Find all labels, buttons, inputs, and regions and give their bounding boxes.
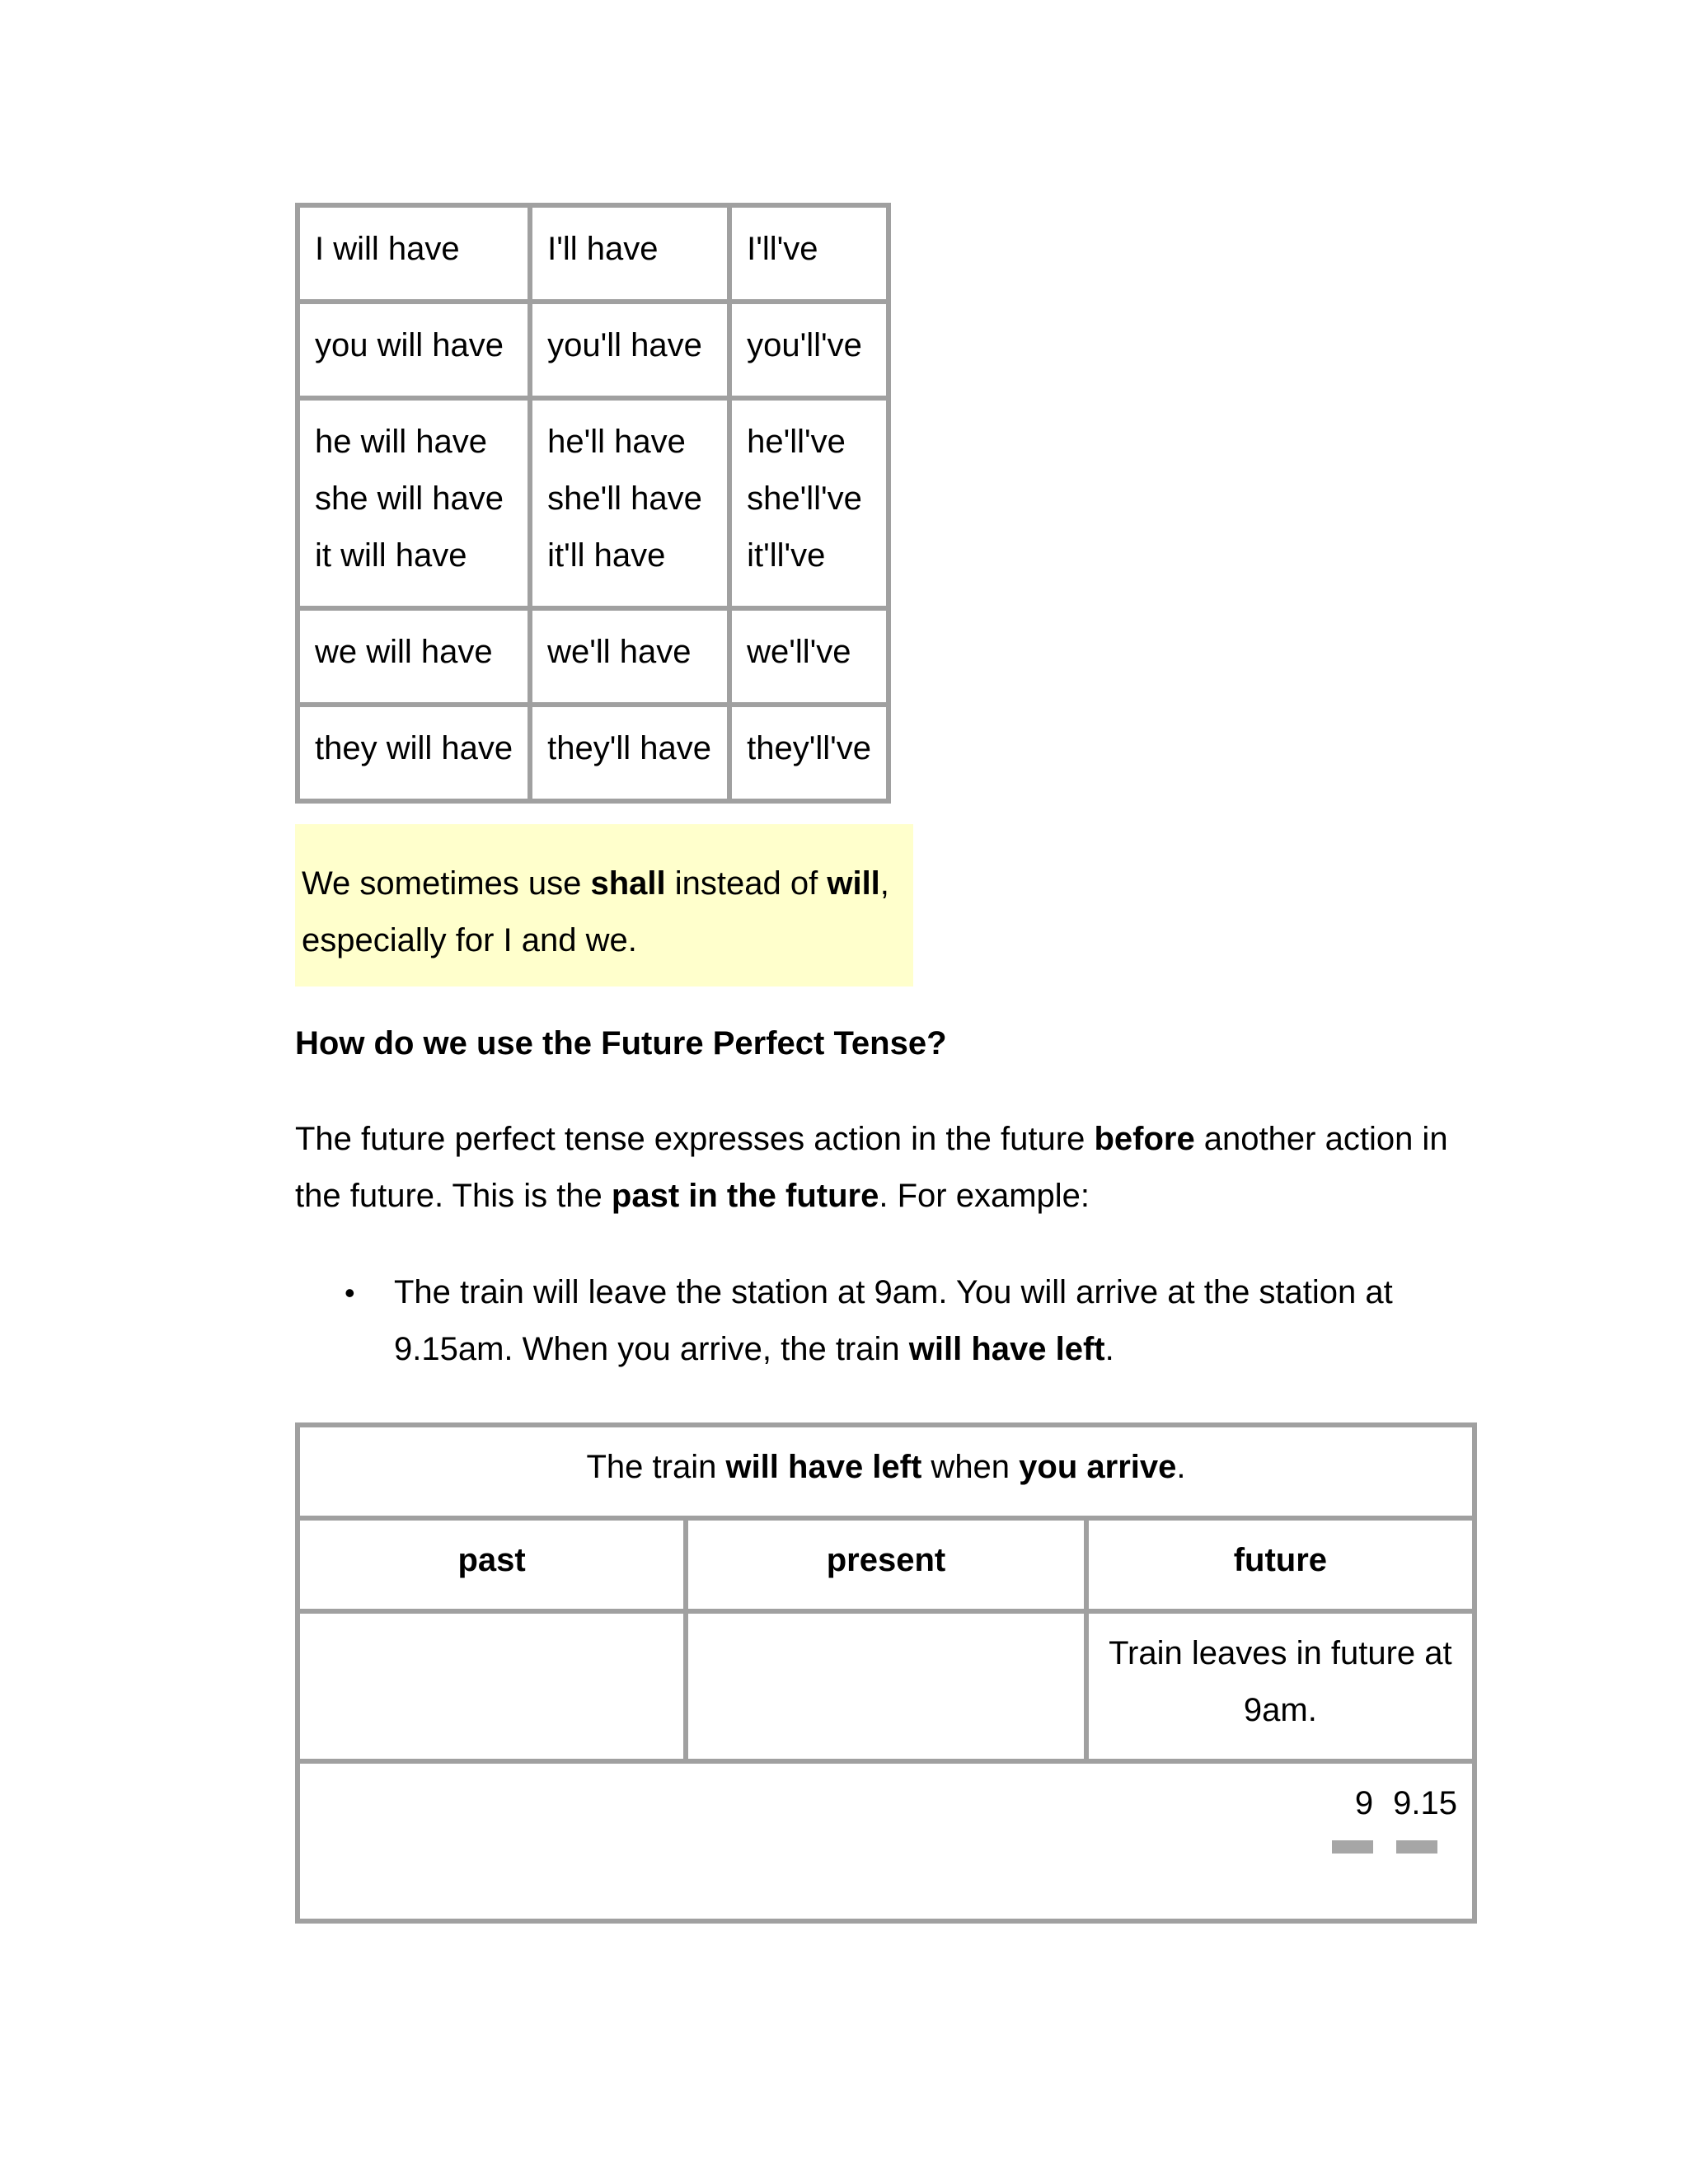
table-cell: they'll have <box>530 705 729 801</box>
table-cell: we'll have <box>530 608 729 705</box>
time-label-915: 9.15 <box>1393 1785 1457 1821</box>
table-cell: I'll have <box>530 205 729 302</box>
note-line-1: We sometimes use shall instead of will, <box>302 865 889 902</box>
list-item: • The train will leave the station at 9am. You will arrive at the station at 9.15am. When you arrive, the train will have left. <box>295 1264 1482 1378</box>
table-row <box>298 608 889 705</box>
table-cell: he will have she will have it will have <box>298 398 530 608</box>
timeline-table <box>295 1422 1477 1924</box>
timeline-caption: The train will have left when you arrive. <box>298 1425 1475 1518</box>
table-cell: they'll've <box>729 705 889 801</box>
table-cell: I'll've <box>729 205 889 302</box>
example-list <box>295 1264 1482 1378</box>
table-row <box>298 302 889 398</box>
table-row <box>298 1425 1475 1518</box>
note-line-2: especially for I and we. <box>302 922 637 958</box>
future-cell: Train leaves in future at 9am. <box>1086 1611 1475 1761</box>
table-cell: we will have <box>298 608 530 705</box>
time-mark-915 <box>1396 1840 1437 1854</box>
time-label-9: 9 <box>1354 1785 1374 1821</box>
table-cell: you'll have <box>530 302 729 398</box>
table-row <box>298 1611 1475 1761</box>
table-row <box>298 1518 1475 1611</box>
table-cell: he'll've she'll've it'll've <box>729 398 889 608</box>
table-row <box>298 705 889 801</box>
table-row <box>298 1761 1475 1921</box>
past-cell <box>298 1611 686 1761</box>
column-header-past: past <box>298 1518 686 1611</box>
contractions-table <box>295 203 891 804</box>
column-header-future: future <box>1086 1518 1475 1611</box>
table-cell: we'll've <box>729 608 889 705</box>
table-cell: you will have <box>298 302 530 398</box>
section-heading: How do we use the Future Perfect Tense? <box>295 1025 947 1062</box>
note-box <box>295 824 913 987</box>
present-cell <box>686 1611 1086 1761</box>
table-row <box>298 398 889 608</box>
table-row <box>298 205 889 302</box>
time-marks <box>315 1840 1457 1854</box>
table-cell: they will have <box>298 705 530 801</box>
table-cell: you'll've <box>729 302 889 398</box>
column-header-present: present <box>686 1518 1086 1611</box>
time-labels <box>1355 1775 1457 1832</box>
intro-paragraph: The future perfect tense expresses action in the future before another action in the future. This is the past in the future. For example: <box>295 1121 1448 1214</box>
timeline-cell <box>298 1761 1475 1921</box>
time-mark-9 <box>1332 1840 1373 1854</box>
table-cell: he'll have she'll have it'll have <box>530 398 729 608</box>
table-cell: I will have <box>298 205 530 302</box>
bullet-icon: • <box>345 1276 355 1310</box>
